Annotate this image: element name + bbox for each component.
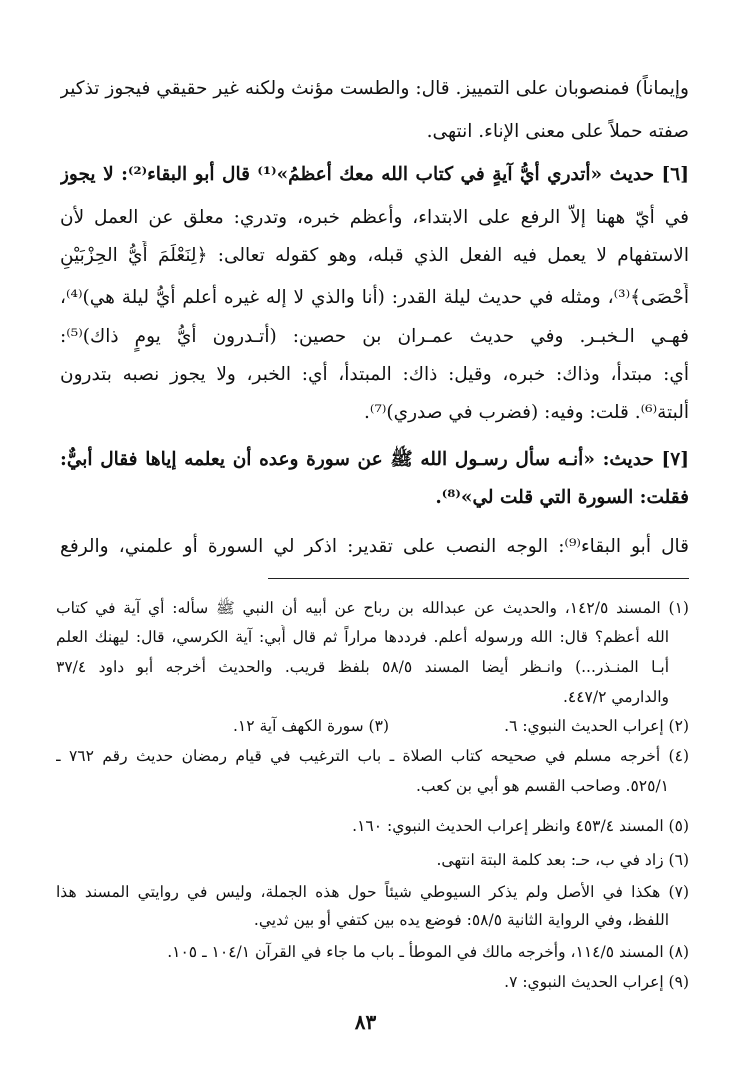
hadith-heading-7: [٧] حديث: «أنـه سأل رسـول الله ﷺ عن سورة وعده أن يعلمه إياها فقال أبيٌّ:: [60, 449, 689, 470]
text-line: أَحْصَى﴾⁽³⁾، ومثله في حديث ليلة القدر: (أنا والذي لا إله غيره أعلم أيُّ ليلة هي)⁽⁴⁾،: [60, 287, 689, 308]
footnote-line: (٤) أخرجه مسلم في صحيحه كتاب الصلاة ـ باب الترغيب في قيام رمضان حديث رقم ٧٦٢ ـ: [56, 747, 689, 765]
text-line: فقلت: السورة التي قلت لي»⁽⁸⁾.: [435, 487, 689, 508]
text-line: الاستفهام لا يعمل فيه الفعل الذي قبله، وهو كقوله تعالى: ﴿لِنَعْلَمَ أَيُّ الحِزْبَيْنِ: [60, 245, 689, 266]
footnote-8: (٨) المسند ١١٤/٥، وأخرجه مالك في الموطأ ـ باب ما جاء في القرآن ١٠٤/١ ـ ١٠٥.: [167, 943, 689, 961]
text-line: ألبتة⁽⁶⁾. قلت: وفيه: (فضرب في صدري)⁽⁷⁾.: [364, 402, 689, 423]
text-line: فهـي الـخبـر. وفي حديث عمـران بن حصين: (أتـدرون أيُّ يومٍ ذاك)⁽⁵⁾:: [60, 326, 689, 347]
footnote-line: والدارمي ٤٤٧/٢.: [562, 688, 669, 706]
text-line: قال أبو البقاء⁽⁹⁾: الوجه النصب على تقدير: اذكر لي السورة أو علمني، والرفع: [60, 536, 689, 557]
footnote-3: (٣) سورة الكهف آية ١٢.: [232, 717, 389, 735]
footnote-line: (١) المسند ١٤٢/٥، والحديث عن عبدالله بن رباح عن أبيه أن النبي ﷺ سأله: أي آية في كتاب: [56, 599, 689, 617]
text-line: في أيّ ههنا إلاّ الرفع على الابتداء، وأعظم خبره، وتدري: معلق عن العمل لأن: [60, 207, 689, 228]
footnote-divider: [268, 578, 689, 579]
footnote-line: ٥٢٥/١. وصاحب القسم هو أبي بن كعب.: [415, 777, 669, 795]
footnote-line: الله أعظم؟ قال: الله ورسوله أعلم. فرددها مراراً ثم قال أُبي: آية الكرسي، قال: ليهنك العلم: [56, 628, 669, 646]
footnote-line: اللفظ، وفي الرواية الثانية ٥٨/٥: فوضع يده بين كتفي أو بين ثديي.: [253, 911, 669, 929]
footnote-7: (٧) هكذا في الأصل ولم يذكر السيوطي شيئاً حول هذه الجملة، وليس في روايتي المسند هذا: [56, 883, 689, 901]
footnote-row: [56, 714, 689, 738]
text-line: أي: مبتدأ، وذاك: خبره، وقيل: ذاك: المبتدأ، أي: الخبر، ولا يجوز نصبه بتدرون: [60, 364, 689, 385]
footnote-5: (٥) المسند ٤٥٣/٤ وانظر إعراب الحديث النبوي: ١٦٠.: [352, 817, 689, 835]
text-line: وإيماناً) فمنصوبان على التمييز. قال: والطست مؤنث ولكنه غير حقيقي فيجوز تذكير: [60, 78, 689, 99]
page-number: ٨٣: [354, 1010, 377, 1034]
text-line: صفته حملاً على معنى الإناء. انتهى.: [426, 121, 689, 142]
hadith-heading-6: [٦] حديث «أتدري أيُّ آيةٍ في كتاب الله معك أعظمُ»⁽¹⁾ قال أبو البقاء⁽²⁾: لا يجوز: [60, 164, 689, 185]
footnote-2: (٢) إعراب الحديث النبوي: ٦.: [504, 717, 689, 735]
footnote-6: (٦) زاد في ب، حـ: بعد كلمة البتة انتهى.: [436, 851, 689, 869]
footnote-line: أبـا المنـذر...) وانـظر أيضا المسند ٥٨/٥ بلفظ قريب. والحديث أخرجه أبو داود ٣٧/٤: [56, 658, 669, 676]
footnote-9: (٩) إعراب الحديث النبوي: ٧.: [504, 973, 689, 991]
